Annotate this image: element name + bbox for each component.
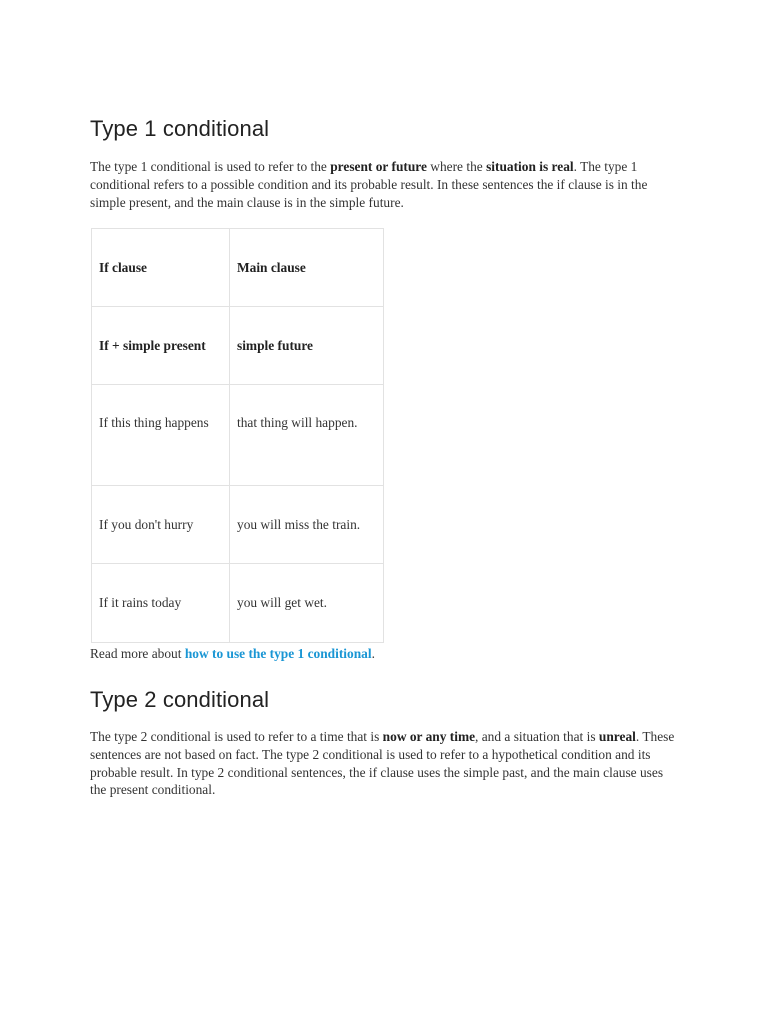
section-heading-type1: Type 1 conditional	[90, 116, 270, 141]
para-bold: unreal	[598, 729, 636, 744]
para-bold: situation is real	[486, 159, 574, 174]
header-cell-if-clause: If clause	[92, 229, 230, 307]
conditional-table	[91, 228, 384, 643]
table-cell: you will get wet.	[230, 564, 384, 643]
table-cell: If this thing happens	[92, 385, 230, 486]
para-text: The type 1 conditional is used to refer to the	[90, 159, 331, 174]
read-more-prefix: Read more about	[90, 646, 185, 661]
para-text: . The type 1 conditional refers to a possible condition and its probable result. In these sentences the if clause is in the simple present, and the main clause is in the simple future.	[90, 159, 648, 210]
table-cell: you will miss the train.	[230, 486, 384, 564]
table-row	[92, 486, 384, 564]
table-row	[92, 385, 384, 486]
table-formula-row	[92, 307, 384, 385]
read-more-line	[90, 645, 680, 663]
para-text: The type 2 conditional is used to refer to a time that is	[90, 729, 383, 744]
formula-cell-if: If + simple present	[92, 307, 230, 385]
para-bold: now or any time	[382, 729, 476, 744]
table-cell: If you don't hurry	[92, 486, 230, 564]
table-row	[92, 564, 384, 643]
type2-description	[90, 728, 680, 799]
para-text: where the	[426, 159, 487, 174]
table-cell: If it rains today	[92, 564, 230, 643]
section-heading-type2: Type 2 conditional	[90, 687, 270, 712]
type1-description	[90, 158, 680, 211]
table-cell: that thing will happen.	[230, 385, 384, 486]
table-header-row	[92, 229, 384, 307]
para-text: , and a situation that is	[475, 729, 599, 744]
header-cell-main-clause: Main clause	[230, 229, 384, 307]
formula-cell-main: simple future	[230, 307, 384, 385]
type1-conditional-link[interactable]: how to use the type 1 conditional	[184, 646, 372, 661]
para-text: . These sentences are not based on fact. The type 2 conditional is used to refer to a hypothetical condition and its probable result. In type 2 conditional sentences, the if clause uses the simple past, and the main clause uses the present conditional.	[90, 729, 675, 798]
para-bold: present or future	[330, 159, 427, 174]
read-more-suffix: .	[371, 646, 375, 661]
